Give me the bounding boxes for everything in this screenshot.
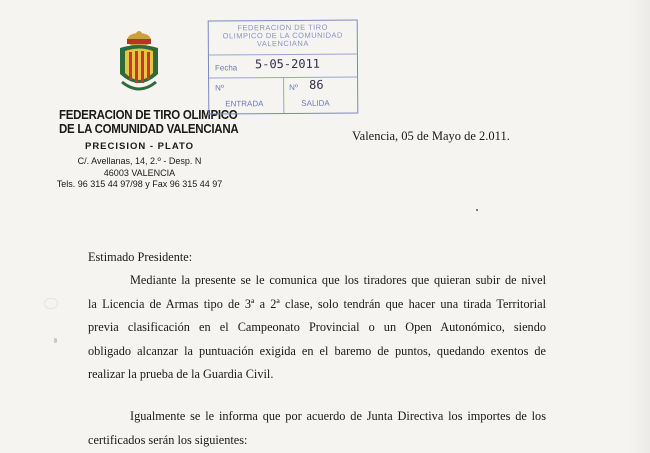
federation-crest-icon (112, 30, 166, 96)
paragraph-line: previa clasificación en el Campeonato Provincial o un Open Autonómico, siendo (88, 320, 546, 334)
stamp-num-label-left: Nº (215, 83, 224, 93)
faint-mark (44, 298, 58, 309)
stamp-header-line3: VALENCIANA (256, 38, 309, 49)
org-name-line1: FEDERACION DE TIRO OLIMPICO (59, 108, 238, 122)
paragraph-line: realizar la prueba de la Guardia Civil. (88, 367, 274, 381)
paragraph-line: Mediante la presente se le comunica que los tiradores que quieran subir de nivel (130, 273, 546, 287)
paragraph-line: certificados serán los siguientes: (88, 432, 248, 447)
faint-mark (54, 338, 57, 343)
stamp-divider (209, 53, 357, 55)
page-edge-shadow (628, 0, 650, 453)
org-name-line2: DE LA COMUNIDAD VALENCIANA (59, 122, 239, 136)
stamp-entrada-label: ENTRADA (225, 99, 264, 109)
stamp-fecha-value: 5-05-2011 (254, 56, 321, 72)
paragraph-1 (88, 269, 546, 387)
registry-stamp (208, 19, 359, 114)
paragraph-line: Igualmente se le informa que por acuerdo de Junta Directiva los importes de los (130, 409, 546, 423)
paragraph-line: obligado alcanzar la puntuación exigida en el baremo de puntos, quedando exentos de (88, 343, 546, 358)
org-section: PRECISION - PLATO (84, 141, 195, 152)
org-phones: Tels. 96 315 44 97/98 y Fax 96 315 44 97 (56, 179, 223, 189)
stamp-header-line2: OLIMPICO DE LA COMUNIDAD (222, 30, 343, 41)
letterhead (52, 108, 239, 191)
salutation: Estimado Presidente: (88, 250, 193, 264)
stamp-num-label-right: Nº (289, 82, 298, 92)
paragraph-2 (88, 405, 546, 452)
speck (476, 209, 478, 211)
paragraph-line: la Licencia de Armas tipo de 3ª a 2ª clase, solo tendrán que hacer una tirada Territorial (88, 296, 546, 311)
stamp-header-line1: FEDERACION DE TIRO (237, 22, 329, 33)
stamp-fecha-label: Fecha (214, 63, 238, 73)
place-date: Valencia, 05 de Mayo de 2.011. (352, 129, 510, 143)
org-address-line2: 46003 VALENCIA (103, 167, 176, 178)
org-address-line1: C/. Avellanas, 14, 2.º - Desp. N (77, 156, 202, 166)
stamp-num-value: 86 (309, 77, 324, 92)
stamp-divider-vertical (283, 77, 284, 113)
stamp-salida-label: SALIDA (301, 98, 330, 108)
